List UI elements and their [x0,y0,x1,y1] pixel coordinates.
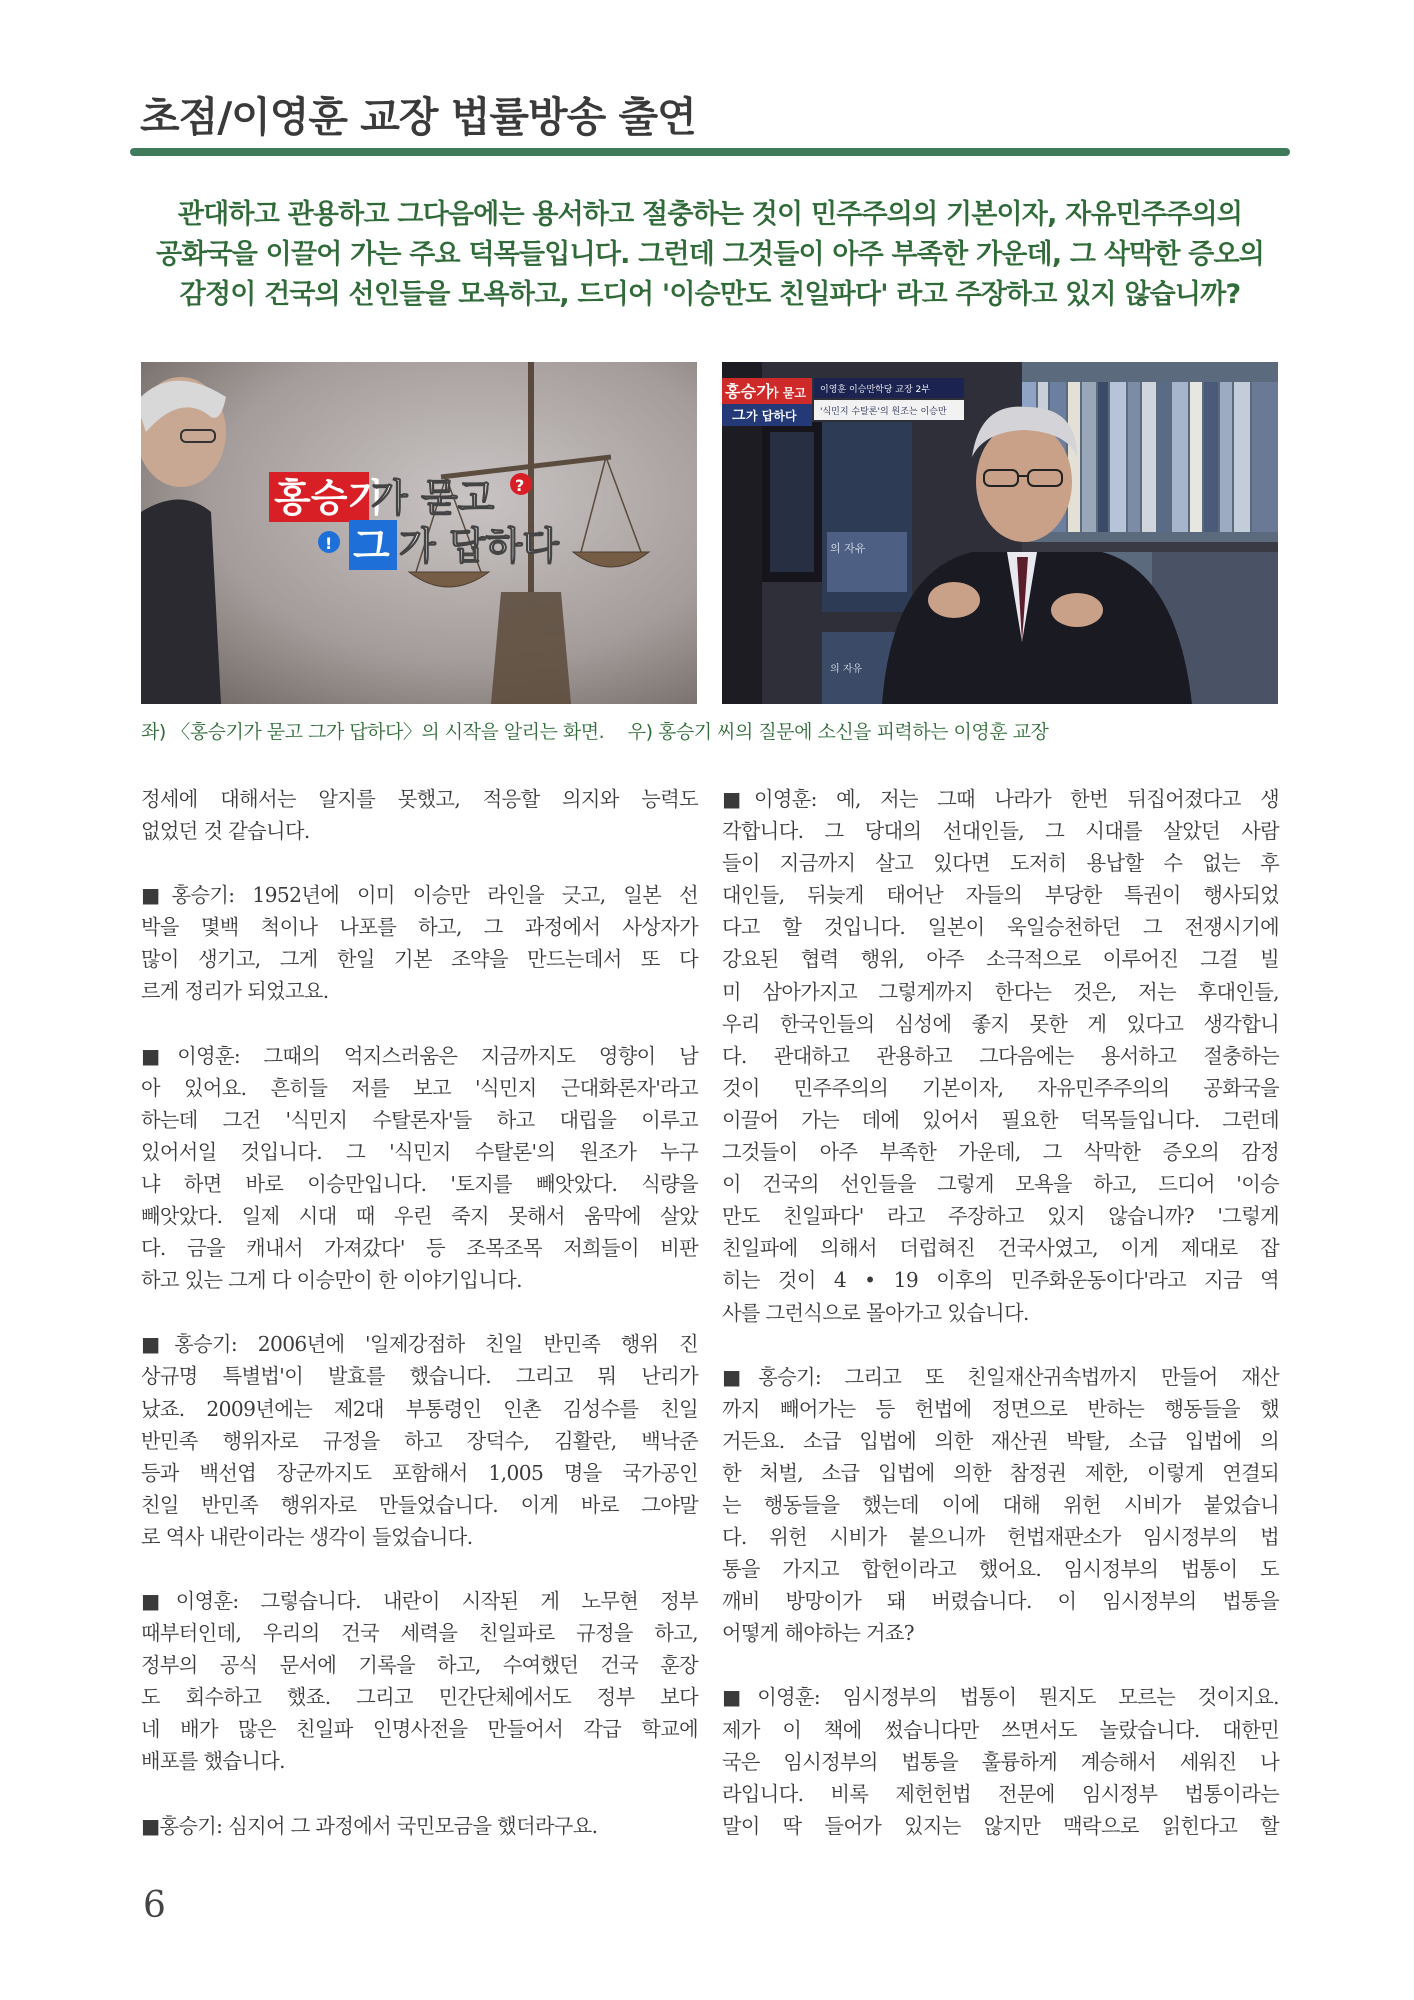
paragraph [722,1361,1279,1650]
lead-quote-line: 감정이 건국의 선인들을 모욕하고, 드디어 '이승만도 친일파다' 라고 주장하고 있지 않습니까? [179,279,1241,310]
paragraph [141,1040,698,1297]
text-line: 강요된 협력 행위, 아주 소극적으로 이루어진 그걸 빌 [722,947,1279,972]
question-mark: ? [515,476,525,495]
text-line: 제가 이 책에 썼습니다만 쓰면서도 놀랐습니다. 대한민 [722,1717,1279,1742]
logo-host-name: 홍승기 [725,382,772,401]
text-line: 들이 지금까지 살고 있다면 도저히 용납할 수 없는 후 [722,851,1279,876]
text-line: 미 삼아가지고 그렇게까지 한다는 것은, 저는 후대인들, [722,979,1279,1004]
text-line: 반민족 행위자로 규정을 하고 장덕수, 김활란, 백낙준 [141,1428,698,1453]
text-line: ■홍승기: 심지어 그 과정에서 국민모금을 했더라구요. [141,1813,598,1838]
text-line: 국은 임시정부의 법통을 훌륭하게 계승해서 세워진 나 [722,1749,1279,1774]
text-line: 하고 있는 그게 다 이승만이 한 이야기입니다. [141,1268,522,1293]
text-line: 로 역사 내란이라는 생각이 들었습니다. [141,1524,473,1549]
text-line: 한 처벌, 소급 입법에 의한 참정권 제한, 이렇게 연결되 [722,1460,1279,1485]
topic-line-2: '식민지 수탈론'의 원조는 이승만 [820,407,947,417]
text-line: 통을 가지고 합헌이라고 했어요. 임시정부의 법통이 도 [722,1557,1279,1582]
text-line: 네 배가 많은 친일파 인명사전을 만들어서 각급 학교에 [141,1717,698,1742]
text-line: 다. 관대하고 관용하고 그다음에는 용서하고 절충하는 [722,1043,1279,1068]
text-line: 배포를 했습니다. [141,1749,285,1774]
text-line: 거든요. 소급 입법에 의한 재산권 박탈, 소급 입법에 의 [722,1428,1279,1453]
text-line: 박을 몇백 척이나 나포를 하고, 그 과정에서 사상자가 [141,915,698,940]
text-line: 다. 위헌 시비가 붙으니까 헌법재판소가 임시정부의 법 [722,1525,1279,1550]
text-line: 만도 친일파다' 라고 주장하고 있지 않습니까? '그렇게 [722,1204,1279,1229]
text-line: 아 있어요. 흔히들 저를 보고 '식민지 근대화론자'라고 [141,1075,698,1100]
photo-caption [141,717,1281,744]
topic-line-1: 이영훈 이승만학당 교장 2부 [820,385,930,395]
text-line: ■이영훈: 임시정부의 법통이 뭔지도 모르는 것이지요. [722,1685,1279,1710]
text-line: 르게 정리가 되었고요. [141,979,329,1004]
logo-ask: 가 묻고 [767,386,806,400]
title-red-part: 홍승기 [274,476,385,520]
text-line: 정부의 공식 문서에 기록을 하고, 수여했던 건국 훈장 [141,1653,698,1678]
paragraph [722,1681,1279,1841]
lead-quote-line: 공화국을 이끌어 가는 주요 덕목들입니다. 그런데 그것들이 아주 부족한 가운데, 그 삭막한 증오의 [155,239,1265,270]
text-line: 정세에 대해서는 알지를 못했고, 적응할 의지와 능력도 [141,787,698,811]
paragraph [722,783,1279,1329]
section-title: 초점/이영훈 교장 법률방송 출연 [140,93,696,141]
text-line: 깨비 방망이가 돼 버렸습니다. 이 임시정부의 법통을 [722,1589,1279,1614]
broadcast-logo [722,378,812,426]
text-line: 것이 민주주의의 기본이자, 자유민주주의의 공화국을 [722,1075,1279,1100]
text-line: 하는데 그건 '식민지 수탈론자'들 하고 대립을 이루고 [141,1107,698,1132]
photo-show-title-card [141,362,697,704]
logo-guest: 그 [732,408,746,424]
text-line: 등과 백선엽 장군까지도 포함해서 1,005 명을 국가공인 [141,1460,698,1485]
body-column-right [722,783,1279,1874]
text-line: 이끌어 가는 데에 있어서 필요한 덕목들입니다. 그런데 [722,1107,1279,1132]
paragraph [141,1585,698,1778]
photo-interviewee [722,362,1278,704]
lead-quote-line: 관대하고 관용하고 그다음에는 용서하고 절충하는 것이 민주주의의 기본이자, 자유민주주의의 [177,199,1243,230]
show-title-card-illustration [141,362,697,704]
header-rule [130,148,1290,156]
text-line: 어떻게 해야하는 거죠? [722,1621,914,1646]
text-line: 많이 생기고, 그게 한일 기본 조약을 만드는데서 또 다 [141,947,698,972]
page-header [130,82,1290,152]
text-line: 대인들, 뒤늦게 태어난 자들의 부당한 특권이 행사되었 [722,883,1279,908]
text-line: 때부터인데, 우리의 건국 세력을 친일파로 규정을 하고, [141,1621,698,1646]
text-line: 라입니다. 비록 제헌헌법 전문에 임시정부 법통이라는 [722,1781,1279,1806]
paragraph [141,783,698,847]
text-line: ■홍승기: 1952년에 이미 이승만 라인을 긋고, 일본 선 [141,883,698,908]
text-line: ■이영훈: 예, 저는 그때 나라가 한번 뒤집어졌다고 생 [722,787,1279,811]
paragraph [141,879,698,1007]
text-line: 있어서일 것입니다. 그 '식민지 수탈론'의 원조가 누구 [141,1139,698,1164]
text-line: 는 행동들을 했는데 이에 대해 위헌 시비가 붙었습니 [722,1492,1279,1517]
paragraph [141,1328,698,1553]
paragraph [141,1810,698,1842]
text-line: ■이영훈: 그렇습니다. 내란이 시작된 게 노무현 정부 [141,1588,698,1613]
title-blue-part: 그 [353,524,390,568]
text-line: 친일파에 의해서 더럽혀진 건국사였고, 이게 제대로 잡 [722,1236,1279,1261]
text-line: 히는 것이 4 • 19 이후의 민주화운동이다'라고 지금 역 [722,1268,1279,1293]
lead-quote [120,195,1300,315]
text-line: 냐 하면 바로 이승만입니다. '토지를 빼앗았다. 식량을 [141,1171,698,1196]
text-line: 그것들이 아주 부족한 가운데, 그 삭막한 증오의 감정 [722,1140,1279,1165]
text-line: 말이 딱 들어가 있지는 않지만 맥락으로 읽힌다고 할 [722,1813,1279,1838]
book-spine-text: 의 자유 [830,542,866,555]
book-spine-text-2: 의 자유 [830,664,863,675]
text-line: 도 회수하고 했죠. 그리고 민간단체에서도 정부 보다 [141,1685,698,1710]
logo-answer: 가 답하다 [746,409,797,423]
body-column-left [141,783,698,1874]
text-line: 각합니다. 그 당대의 선대인들, 그 시대를 살았던 사람 [722,819,1279,844]
text-line: 다. 금을 캐내서 가져갔다' 등 조목조목 저희들이 비판 [141,1236,698,1261]
text-line: 다고 할 것입니다. 일본이 욱일승천하던 그 전쟁시기에 [722,915,1279,940]
text-line: ■홍승기: 그리고 또 친일재산귀속법까지 만들어 재산 [722,1364,1279,1389]
interviewee-illustration [722,362,1278,704]
text-line: ■홍승기: 2006년에 '일제강점하 친일 반민족 행위 진 [141,1332,698,1357]
text-line: 났죠. 2009년에는 제2대 부통령인 인촌 김성수를 친일 [141,1396,698,1421]
text-line: 친일 반민족 행위자로 만들었습니다. 이게 바로 그야말 [141,1492,698,1517]
text-line: 까지 빼어가는 등 헌법에 정면으로 반하는 행동들을 했 [722,1396,1279,1421]
text-line: 상규명 특별법'이 발효를 했습니다. 그리고 뭐 난리가 [141,1364,698,1389]
title-rest-part-2: 가 답하다 [399,524,560,568]
text-line: 없었던 것 같습니다. [141,819,310,844]
page-number: 6 [143,1885,166,1926]
text-line: 사를 그런식으로 몰아가고 있습니다. [722,1300,1029,1325]
title-rest-part: 가 묻고 [371,476,495,520]
text-line: ■이영훈: 그때의 억지스러움은 지금까지도 영향이 남 [141,1043,698,1068]
text-line: 우리 한국인들의 심성에 좋지 못한 게 있다고 생각합니 [722,1011,1279,1036]
caption-right: 우) 홍승기 씨의 질문에 소신을 피력하는 이영훈 교장 [627,721,1049,743]
caption-left: 좌) 〈홍승기가 묻고 그가 답하다〉의 시작을 알리는 화면. [141,721,605,743]
text-line: 이 건국의 선인들을 그렇게 모욕을 하고, 드디어 '이승 [722,1172,1279,1197]
text-line: 빼앗았다. 일제 시대 때 우린 죽지 못해서 움막에 살았 [141,1204,698,1229]
exclamation-mark: ! [325,534,333,553]
